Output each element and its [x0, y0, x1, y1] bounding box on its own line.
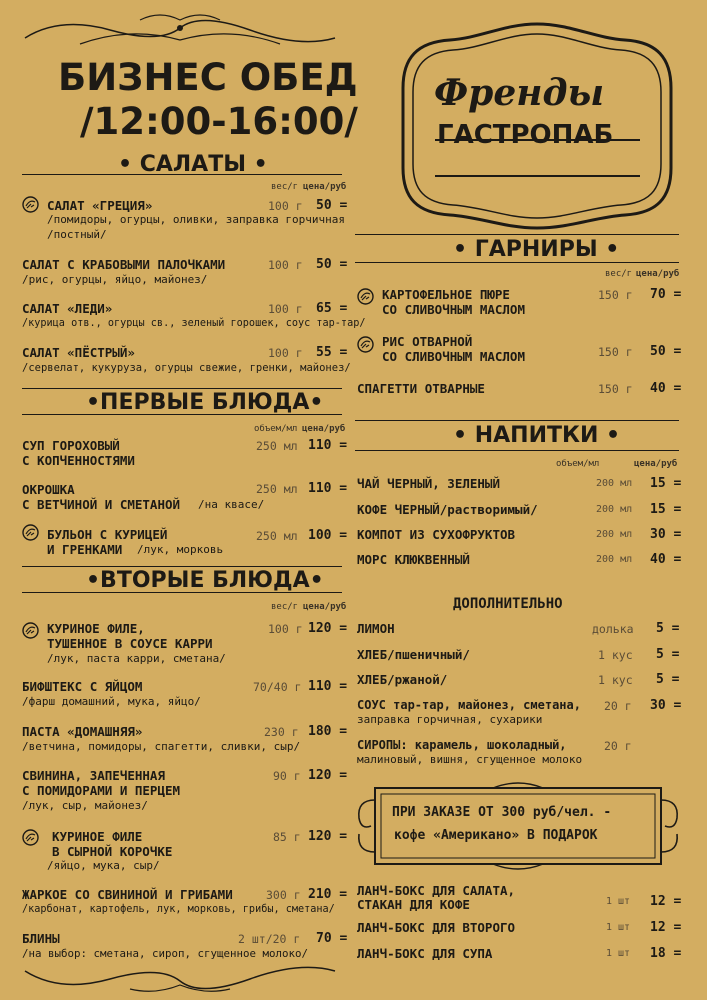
dish-weight: 100 г — [268, 622, 303, 636]
dish-price: 70 = — [650, 287, 682, 302]
section-extra-title: ДОПОЛНИТЕЛЬНО — [453, 596, 563, 612]
divider — [355, 234, 679, 235]
dish-name: СО СЛИВОЧНЫМ МАСЛОМ — [382, 349, 525, 364]
dish-name: БУЛЬОН С КУРИЦЕЙ — [47, 527, 168, 542]
dish-name: САЛАТ «ПЁСТРЫЙ» — [22, 345, 135, 360]
vegan-icon — [357, 288, 374, 305]
dish-desc: /курица отв., огурцы св., зеленый горошек, соус тар-тар/ — [22, 318, 366, 329]
drink-volume: 200 мл — [596, 554, 633, 565]
bottom-flourish — [20, 965, 340, 997]
dish-price: 50 = — [316, 198, 348, 213]
dish-weight: 150 г — [598, 382, 633, 396]
dish-price: 100 = — [308, 528, 348, 543]
box-qty: 1 шт — [606, 896, 631, 907]
col-price: цена/руб — [303, 602, 347, 612]
dish-weight: 150 г — [598, 288, 633, 302]
col-weight: вес/г — [271, 602, 299, 612]
extra-unit: 20 г — [604, 739, 632, 753]
top-flourish — [20, 8, 340, 50]
dish-weight: 300 г — [266, 888, 301, 902]
vegan-icon — [22, 622, 39, 639]
logo-brand: Френды — [434, 72, 605, 114]
col-price: цена/руб — [636, 269, 680, 279]
vegan-icon — [22, 524, 39, 541]
col-price: цена/руб — [634, 459, 678, 469]
dish-desc: /ветчина, помидоры, спагетти, сливки, сыр/ — [22, 740, 301, 753]
dish-price: 120 = — [308, 829, 348, 844]
section-second-title: •ВТОРЫЕ БЛЮДА• — [86, 568, 324, 593]
extra-price: 30 = — [650, 698, 682, 713]
dish-name: И ГРЕНКАМИ — [47, 542, 123, 557]
box-qty: 1 шт — [606, 948, 631, 959]
box-name: ЛАНЧ-БОКС ДЛЯ ВТОРОГО — [357, 920, 516, 935]
divider — [355, 420, 679, 421]
dish-desc: /лук, сыр, майонез/ — [22, 799, 148, 812]
dish-price: 210 = — [308, 887, 348, 902]
logo-subtitle: ГАСТРОПАБ — [437, 120, 614, 150]
business-hours: /12:00-16:00/ — [80, 100, 358, 143]
divider — [22, 566, 342, 567]
drink-price: 15 = — [650, 502, 682, 517]
extra-unit: 20 г — [604, 699, 632, 713]
drink-price: 40 = — [650, 552, 682, 567]
vegan-icon — [22, 829, 39, 846]
col-weight: объем/мл — [254, 424, 298, 434]
promo-line2: кофе «Американо» В ПОДАРОК — [394, 828, 598, 843]
dish-name: БЛИНЫ — [22, 931, 60, 946]
section-sides-title: • ГАРНИРЫ • — [453, 237, 620, 262]
vegan-icon — [357, 336, 374, 353]
drink-volume: 200 мл — [596, 529, 633, 540]
dish-name: САЛАТ «ГРЕЦИЯ» — [47, 198, 153, 213]
drink-volume: 200 мл — [596, 478, 633, 489]
extra-unit: 1 кус — [598, 673, 633, 687]
dish-weight: 85 г — [273, 830, 301, 844]
drink-name: КОМПОТ ИЗ СУХОФРУКТОВ — [357, 527, 516, 542]
dish-weight: 100 г — [268, 199, 303, 213]
drink-price: 30 = — [650, 527, 682, 542]
dish-name: БИФШТЕКС С ЯЙЦОМ — [22, 679, 143, 694]
extra-unit: 1 кус — [598, 648, 633, 662]
dish-note: /на квасе/ — [198, 498, 265, 511]
promo-line1: ПРИ ЗАКАЗЕ ОТ 300 руб/чел. - — [392, 805, 612, 820]
divider — [22, 592, 342, 593]
dish-name: САЛАТ «ЛЕДИ» — [22, 301, 113, 316]
dish-name: САЛАТ С КРАБОВЫМИ ПАЛОЧКАМИ — [22, 257, 226, 272]
drink-volume: 200 мл — [596, 504, 633, 515]
dish-name: СВИНИНА, ЗАПЕЧЕННАЯ — [22, 768, 165, 783]
promo-frame — [353, 780, 683, 872]
dish-desc: /постный/ — [47, 228, 107, 241]
dish-price: 70 = — [316, 931, 348, 946]
dish-name: ТУШЕННОЕ В СОУСЕ КАРРИ — [47, 636, 213, 651]
drink-price: 15 = — [650, 476, 682, 491]
dish-name: РИС ОТВАРНОЙ — [382, 334, 473, 349]
dish-weight: 70/40 г — [253, 680, 302, 694]
dish-weight: 100 г — [268, 346, 303, 360]
dish-weight: 230 г — [264, 725, 299, 739]
extra-name: ХЛЕБ/ржаной/ — [357, 672, 448, 687]
dish-price: 65 = — [316, 301, 348, 316]
dish-name: КУРИНОЕ ФИЛЕ — [52, 829, 143, 844]
dish-weight: 2 шт/20 г — [238, 932, 301, 946]
extra-price: 5 = — [656, 672, 680, 687]
box-price: 12 = — [650, 894, 682, 909]
dish-price: 120 = — [308, 621, 348, 636]
dish-price: 50 = — [316, 257, 348, 272]
dish-name: В СЫРНОЙ КОРОЧКЕ — [52, 844, 173, 859]
drink-name: КОФЕ ЧЕРНЫЙ/растворимый/ — [357, 502, 538, 517]
dish-desc: /рис, огурцы, яйцо, майонез/ — [22, 273, 208, 286]
dish-desc: /фарш домашний, мука, яйцо/ — [22, 695, 201, 708]
dish-price: 180 = — [308, 724, 348, 739]
box-name: ЛАНЧ-БОКС ДЛЯ СУПА — [357, 946, 493, 961]
dish-price: 110 = — [308, 438, 348, 453]
divider — [22, 388, 342, 389]
col-price: цена/руб — [303, 182, 347, 192]
page-title: БИЗНЕС ОБЕД — [58, 56, 358, 99]
vegan-icon — [22, 196, 39, 213]
divider — [22, 414, 342, 415]
extra-name: малиновый, вишня, сгущенное молоко — [357, 753, 583, 766]
col-weight: вес/г — [271, 182, 299, 192]
dish-name: КАРТОФЕЛЬНОЕ ПЮРЕ — [382, 287, 510, 302]
section-first-title: •ПЕРВЫЕ БЛЮДА• — [86, 390, 324, 415]
dish-desc: /помидоры, огурцы, оливки, заправка горчичная — [47, 213, 346, 226]
dish-name: С ПОМИДОРАМИ И ПЕРЦЕМ — [22, 783, 181, 798]
dish-name: КУРИНОЕ ФИЛЕ, — [47, 621, 145, 636]
dish-weight: 90 г — [273, 769, 301, 783]
col-price: цена/руб — [302, 424, 346, 434]
divider — [355, 262, 679, 263]
dish-name: С ВЕТЧИНОЙ И СМЕТАНОЙ — [22, 497, 181, 512]
dish-price: 40 = — [650, 381, 682, 396]
dish-desc: /сервелат, кукуруза, огурцы свежие, гренки, майонез/ — [22, 362, 351, 374]
dish-price: 120 = — [308, 768, 348, 783]
dish-name: ОКРОШКА — [22, 482, 75, 497]
dish-name: С КОПЧЕННОСТЯМИ — [22, 453, 135, 468]
drink-name: ЧАЙ ЧЕРНЫЙ, ЗЕЛЕНЫЙ — [357, 476, 500, 491]
divider — [355, 450, 679, 451]
dish-weight: 250 мл — [256, 482, 298, 496]
dish-price: 50 = — [650, 344, 682, 359]
col-weight: вес/г — [605, 269, 633, 279]
dish-note: /лук, морковь — [137, 543, 224, 556]
dish-weight: 100 г — [268, 302, 303, 316]
box-qty: 1 шт — [606, 922, 631, 933]
box-price: 18 = — [650, 946, 682, 961]
section-drinks-title: • НАПИТКИ • — [453, 423, 621, 448]
dish-name: ЖАРКОЕ СО СВИНИНОЙ И ГРИБАМИ — [22, 887, 233, 902]
drink-name: МОРС КЛЮКВЕННЫЙ — [357, 552, 470, 567]
dish-weight: 100 г — [268, 258, 303, 272]
box-name: ЛАНЧ-БОКС ДЛЯ САЛАТА, — [357, 883, 516, 898]
dish-desc: /лук, паста карри, сметана/ — [47, 652, 226, 665]
extra-price: 5 = — [656, 647, 680, 662]
extra-name: СОУС тар-тар, майонез, сметана, — [357, 698, 581, 712]
extra-name: ХЛЕБ/пшеничный/ — [357, 647, 470, 662]
dish-weight: 150 г — [598, 345, 633, 359]
dish-price: 55 = — [316, 345, 348, 360]
dish-price: 110 = — [308, 481, 348, 496]
dish-desc: /на выбор: сметана, сироп, сгущенное молоко/ — [22, 947, 309, 960]
dish-desc: /яйцо, мука, сыр/ — [47, 859, 160, 872]
section-salads-title: • САЛАТЫ • — [118, 152, 268, 177]
dish-name: СУП ГОРОХОВЫЙ — [22, 438, 120, 453]
col-weight: объем/мл — [556, 459, 600, 469]
dish-price: 110 = — [308, 679, 348, 694]
extra-price: 5 = — [656, 621, 680, 636]
dish-name: СПАГЕТТИ ОТВАРНЫЕ — [357, 381, 485, 396]
dish-name: СО СЛИВОЧНЫМ МАСЛОМ — [382, 302, 525, 317]
divider — [22, 174, 342, 175]
dish-name: ПАСТА «ДОМАШНЯЯ» — [22, 724, 143, 739]
extra-name: ЛИМОН — [357, 621, 395, 636]
dish-weight: 250 мл — [256, 529, 298, 543]
extra-name: СИРОПЫ: карамель, шоколадный, — [357, 738, 567, 752]
box-price: 12 = — [650, 920, 682, 935]
extra-name: заправка горчичная, сухарики — [357, 713, 543, 726]
dish-weight: 250 мл — [256, 439, 298, 453]
box-name: СТАКАН ДЛЯ КОФЕ — [357, 897, 470, 912]
dish-desc: /карбонат, картофель, лук, морковь, грибы, сметана/ — [22, 904, 335, 915]
extra-unit: долька — [592, 622, 634, 636]
